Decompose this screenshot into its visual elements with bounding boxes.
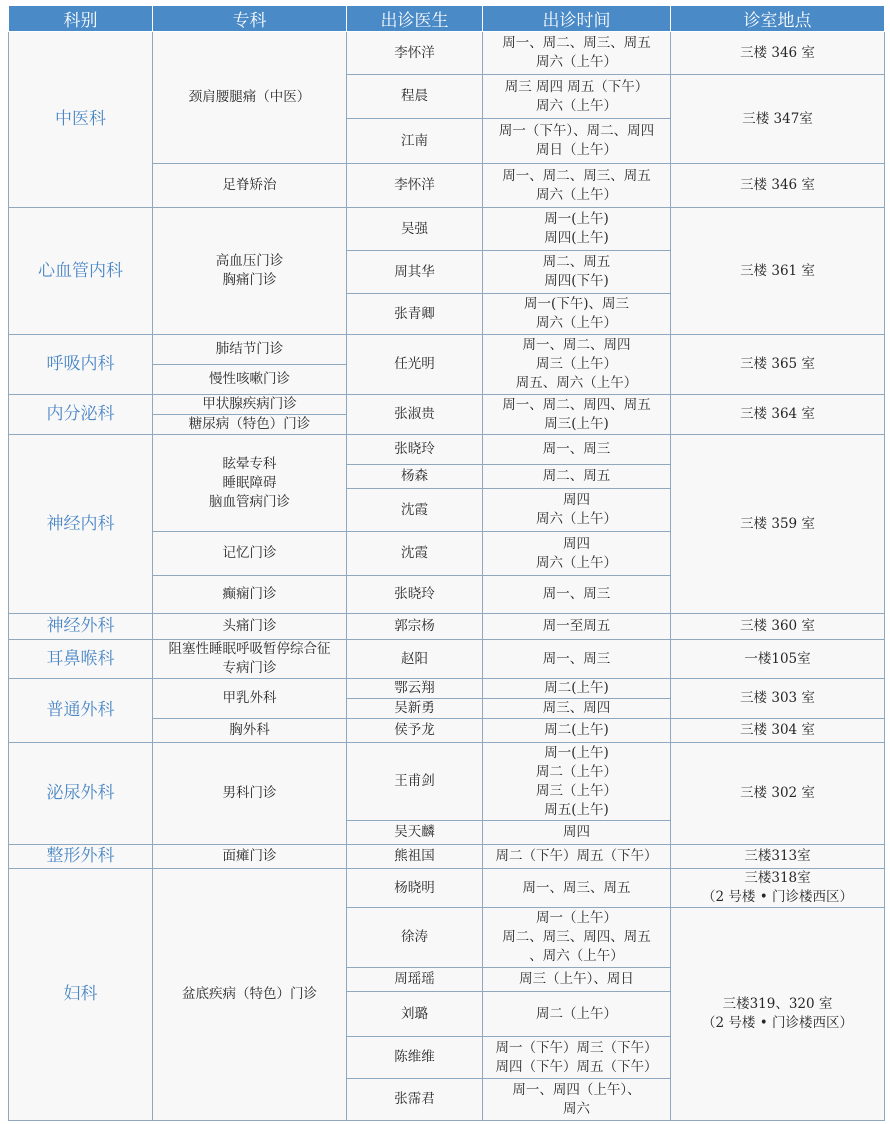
specialty-cell: 甲状腺疾病门诊 <box>153 395 347 415</box>
clinic-schedule-table <box>8 5 885 1121</box>
schedule-cell: 周二（下午）周五（下午） <box>483 845 671 869</box>
table-row <box>9 845 885 869</box>
schedule-cell: 周一、周三、周五 <box>483 869 671 908</box>
schedule-cell: 周四 周六（上午） <box>483 532 671 576</box>
doctor-cell: 任光明 <box>347 335 483 395</box>
specialty-cell: 高血压门诊 胸痛门诊 <box>153 208 347 335</box>
specialty-cell: 男科门诊 <box>153 743 347 845</box>
doctor-cell: 刘璐 <box>347 992 483 1037</box>
doctor-cell: 郭宗杨 <box>347 614 483 640</box>
specialty-cell: 足脊矫治 <box>153 164 347 208</box>
doctor-cell: 李怀洋 <box>347 32 483 75</box>
table-row <box>9 743 885 821</box>
room-cell: 三楼 302 室 <box>671 743 885 845</box>
schedule-cell: 周一(上午) 周二（上午） 周三（上午） 周五(上午) <box>483 743 671 821</box>
room-cell: 三楼 364 室 <box>671 395 885 435</box>
doctor-cell: 赵阳 <box>347 640 483 679</box>
header-room: 诊室地点 <box>671 6 885 32</box>
doctor-cell: 熊祖国 <box>347 845 483 869</box>
schedule-cell: 周三 周四 周五（下午） 周六（上午） <box>483 75 671 119</box>
room-cell: 三楼 365 室 <box>671 335 885 395</box>
specialty-cell: 甲乳外科 <box>153 679 347 719</box>
doctor-cell: 王甫剑 <box>347 743 483 821</box>
schedule-cell: 周一至周五 <box>483 614 671 640</box>
doctor-cell: 陈维维 <box>347 1037 483 1079</box>
doctor-cell: 吴天麟 <box>347 821 483 845</box>
specialty-cell: 面瘫门诊 <box>153 845 347 869</box>
header-department: 科别 <box>9 6 153 32</box>
doctor-cell: 侯予龙 <box>347 719 483 743</box>
room-cell: 一楼105室 <box>671 640 885 679</box>
department-cell: 中医科 <box>9 32 153 208</box>
schedule-cell: 周四 周六（上午） <box>483 489 671 532</box>
schedule-cell: 周三（上午）、周日 <box>483 968 671 992</box>
doctor-cell: 沈霞 <box>347 489 483 532</box>
specialty-cell: 糖尿病（特色）门诊 <box>153 415 347 435</box>
table-row <box>9 679 885 699</box>
department-cell: 心血管内科 <box>9 208 153 335</box>
header-specialty: 专科 <box>153 6 347 32</box>
specialty-cell: 眩晕专科 睡眠障碍 脑血管病门诊 <box>153 435 347 532</box>
schedule-cell: 周一、周三 <box>483 435 671 465</box>
room-cell: 三楼 359 室 <box>671 435 885 614</box>
doctor-cell: 程晨 <box>347 75 483 119</box>
room-cell: 三楼313室 <box>671 845 885 869</box>
schedule-cell: 周一(下午)、周三 周六（上午） <box>483 294 671 335</box>
department-cell: 神经内科 <box>9 435 153 614</box>
room-cell: 三楼 303 室 <box>671 679 885 719</box>
schedule-cell: 周一、周二、周四 周三（上午） 周五、周六（上午） <box>483 335 671 395</box>
schedule-cell: 周一(上午) 周四(上午) <box>483 208 671 251</box>
table-row <box>9 395 885 415</box>
room-cell: 三楼 346 室 <box>671 164 885 208</box>
table-row <box>9 335 885 365</box>
schedule-cell: 周二(上午) <box>483 719 671 743</box>
schedule-cell: 周四 <box>483 821 671 845</box>
doctor-cell: 吴强 <box>347 208 483 251</box>
table-body <box>9 32 885 1121</box>
room-cell: 三楼 361 室 <box>671 208 885 335</box>
doctor-cell: 周其华 <box>347 251 483 294</box>
header-time: 出诊时间 <box>483 6 671 32</box>
doctor-cell: 徐涛 <box>347 908 483 968</box>
table-row <box>9 435 885 465</box>
schedule-cell: 周二（上午） <box>483 992 671 1037</box>
specialty-cell: 肺结节门诊 <box>153 335 347 365</box>
doctor-cell: 张青卿 <box>347 294 483 335</box>
doctor-cell: 张淑贵 <box>347 395 483 435</box>
schedule-cell: 周二、周五 周四(下午) <box>483 251 671 294</box>
schedule-cell: 周一（下午）、周二、周四 周日（上午） <box>483 119 671 164</box>
room-cell: 三楼 360 室 <box>671 614 885 640</box>
room-cell: 三楼 304 室 <box>671 719 885 743</box>
room-cell: 三楼 346 室 <box>671 32 885 75</box>
department-cell: 内分泌科 <box>9 395 153 435</box>
department-cell: 呼吸内科 <box>9 335 153 395</box>
table-row <box>9 640 885 679</box>
doctor-cell: 沈霞 <box>347 532 483 576</box>
schedule-cell: 周二、周五 <box>483 465 671 489</box>
header-row <box>9 6 885 32</box>
schedule-cell: 周一、周二、周四、周五 周三(上午) <box>483 395 671 435</box>
table-row <box>9 869 885 908</box>
schedule-cell: 周一、周二、周三、周五 周六（上午） <box>483 164 671 208</box>
doctor-cell: 张霈君 <box>347 1079 483 1121</box>
specialty-cell: 慢性咳嗽门诊 <box>153 365 347 395</box>
header-doctor: 出诊医生 <box>347 6 483 32</box>
table-row <box>9 208 885 251</box>
doctor-cell: 张晓玲 <box>347 435 483 465</box>
room-cell: 三楼 347室 <box>671 75 885 164</box>
department-cell: 神经外科 <box>9 614 153 640</box>
schedule-cell: 周一（上午） 周二、周三、周四、周五 、周六（上午） <box>483 908 671 968</box>
room-cell: 三楼318室 （2 号楼 • 门诊楼西区） <box>671 869 885 908</box>
specialty-cell: 胸外科 <box>153 719 347 743</box>
schedule-cell: 周一、周三 <box>483 576 671 614</box>
specialty-cell: 癫痫门诊 <box>153 576 347 614</box>
schedule-cell: 周一、周三 <box>483 640 671 679</box>
table-row <box>9 32 885 75</box>
table-row <box>9 614 885 640</box>
department-cell: 妇科 <box>9 869 153 1121</box>
doctor-cell: 吴新勇 <box>347 699 483 719</box>
schedule-cell: 周三、周四 <box>483 699 671 719</box>
doctor-cell: 杨森 <box>347 465 483 489</box>
room-cell: 三楼319、320 室 （2 号楼 • 门诊楼西区） <box>671 908 885 1121</box>
department-cell: 泌尿外科 <box>9 743 153 845</box>
department-cell: 普通外科 <box>9 679 153 743</box>
doctor-cell: 李怀洋 <box>347 164 483 208</box>
schedule-cell: 周一、周二、周三、周五 周六（上午） <box>483 32 671 75</box>
schedule-cell: 周二(上午) <box>483 679 671 699</box>
department-cell: 整形外科 <box>9 845 153 869</box>
specialty-cell: 阻塞性睡眠呼吸暂停综合征 专病门诊 <box>153 640 347 679</box>
specialty-cell: 颈肩腰腿痛（中医） <box>153 32 347 164</box>
doctor-cell: 张晓玲 <box>347 576 483 614</box>
specialty-cell: 盆底疾病（特色）门诊 <box>153 869 347 1121</box>
schedule-cell: 周一、周四（上午）、 周六 <box>483 1079 671 1121</box>
doctor-cell: 周瑶瑶 <box>347 968 483 992</box>
specialty-cell: 头痛门诊 <box>153 614 347 640</box>
department-cell: 耳鼻喉科 <box>9 640 153 679</box>
doctor-cell: 江南 <box>347 119 483 164</box>
doctor-cell: 杨晓明 <box>347 869 483 908</box>
specialty-cell: 记忆门诊 <box>153 532 347 576</box>
schedule-cell: 周一（下午）周三（下午） 周四（下午）周五（下午） <box>483 1037 671 1079</box>
doctor-cell: 鄂云翔 <box>347 679 483 699</box>
